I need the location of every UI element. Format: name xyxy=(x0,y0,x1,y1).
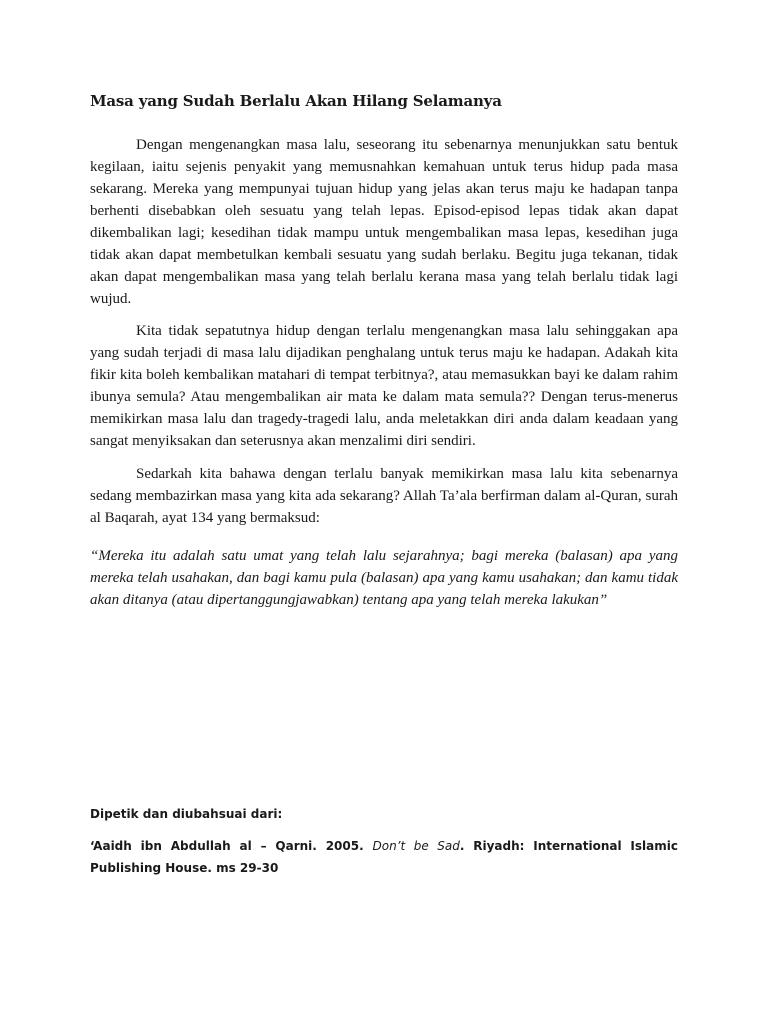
paragraph-3: Sedarkah kita bahawa dengan terlalu banyak memikirkan masa lalu kita sebenarnya sedang membazirkan masa yang kita ada sekarang? Allah Ta’ala berfirman dalam al-Quran, surah al Baqarah, ayat 134 yang bermaksud: xyxy=(90,466,678,526)
document-page xyxy=(90,0,678,1024)
paragraph-2: Kita tidak sepatutnya hidup dengan terlalu mengenangkan masa lalu sehinggakan apa yang sudah terjadi di masa lalu dijadikan penghalang untuk terus maju ke hadapan. Adakah kita fikir kita boleh kembalikan matahari di tempat terbitnya?, atau memasukkan bayi ke dalam rahim ibunya semula? Atau mengembalikan air mata ke dalam mata semula?? Dengan terus-menerus memikirkan masa lalu dan tragedy-tragedi lalu, anda meletakkan diri anda dalam keadaan yang sangat menyiksakan dan seterusnya akan menzalimi diri sendiri. xyxy=(90,323,678,449)
citation-publisher: . Riyadh: International Islamic Publishing House. ms 29-30 xyxy=(90,839,678,875)
citation-book-title: Don’t be Sad xyxy=(372,839,460,853)
document-title: Masa yang Sudah Berlalu Akan Hilang Selamanya xyxy=(90,92,502,110)
citation-author: ‘Aaidh ibn Abdullah al – Qarni. 2005. xyxy=(90,839,364,853)
source-heading: Dipetik dan diubahsuai dari: xyxy=(90,807,283,821)
paragraph-1: Dengan mengenangkan masa lalu, seseorang itu sebenarnya menunjukkan satu bentuk kegilaan, iaitu sejenis penyakit yang memusnahkan kemahuan untuk terus hidup pada masa sekarang. Mereka yang mempunyai tujuan hidup yang jelas akan terus maju ke hadapan tanpa berhenti disebabkan oleh sesuatu yang telah lepas. Episod-episod lepas tidak akan dapat dikembalikan lagi; kesedihan tidak mampu untuk mengembalikan masa lepas, kesedihan juga tidak akan dapat membetulkan kembali sesuatu yang sudah berlaku. Begitu juga tekanan, tidak akan dapat mengembalikan masa yang telah berlalu kerana masa yang telah berlalu tidak lagi wujud. xyxy=(90,137,678,307)
source-citation xyxy=(90,835,678,879)
quran-quote: “Mereka itu adalah satu umat yang telah lalu sejarahnya; bagi mereka (balasan) apa yang mereka telah usahakan, dan bagi kamu pula (balasan) apa yang kamu usahakan; dan kamu tidak akan ditanya (atau dipertanggungjawabkan) tentang apa yang telah mereka lakukan” xyxy=(90,548,678,608)
